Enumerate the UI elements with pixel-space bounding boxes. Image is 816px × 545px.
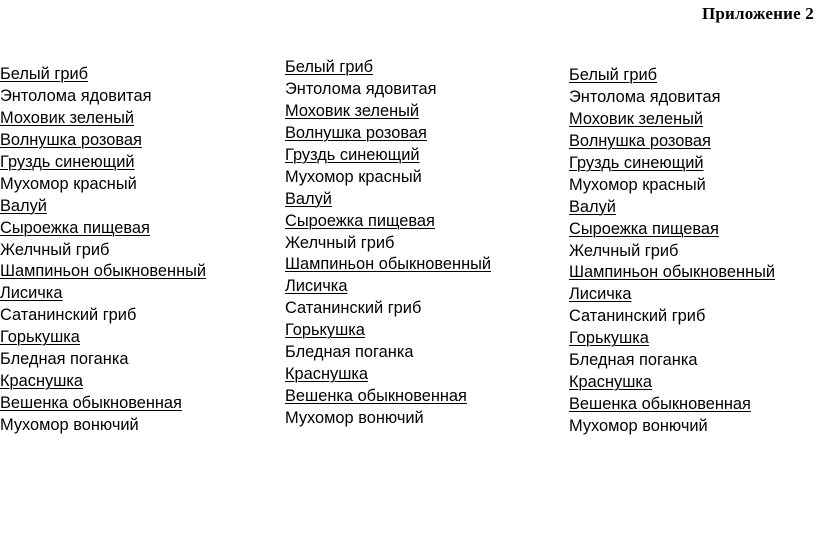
mushroom-list-column-3 [569,65,775,438]
mushroom-name: Белый гриб [285,58,374,76]
mushroom-name: Волнушка розовая [0,130,142,149]
mushroom-name: Желчный гриб [0,240,110,259]
mushroom-name: Шампиньон обыкновенный [285,255,492,274]
mushroom-name: Шампиньон обыкновенный [569,263,776,282]
mushroom-name: Сыроежка пищевая [569,219,719,238]
mushroom-list-column-1 [0,64,206,437]
mushroom-name: Волнушка розовая [569,131,711,150]
mushroom-name: Энтолома ядовитая [0,86,152,105]
mushroom-name: Желчный гриб [285,233,395,252]
mushroom-name: Энтолома ядовитая [285,79,437,98]
mushroom-name: Мухомор вонючий [0,416,139,434]
mushroom-name: Лисичка [569,285,632,304]
mushroom-name: Валуй [0,196,47,215]
mushroom-name: Шампиньон обыкновенный [0,262,207,281]
mushroom-name: Краснушка [285,365,369,384]
mushroom-name: Вешенка обыкновенная [569,395,751,414]
mushroom-name: Бледная поганка [285,343,414,362]
mushroom-name: Груздь синеющий [0,152,135,171]
mushroom-name: Сатанинский гриб [569,307,706,326]
mushroom-name: Краснушка [0,372,84,391]
mushroom-name: Белый гриб [569,66,658,84]
mushroom-name: Сатанинский гриб [285,299,422,318]
mushroom-name: Горькушка [285,321,365,340]
mushroom-name: Горькушка [569,329,649,348]
mushroom-name: Моховик зеленый [569,109,704,128]
mushroom-name: Валуй [285,189,332,208]
mushroom-name: Вешенка обыкновенная [0,394,182,413]
mushroom-name: Вешенка обыкновенная [285,387,467,406]
mushroom-name: Бледная поганка [0,350,129,369]
mushroom-name: Моховик зеленый [285,101,420,120]
mushroom-name: Желчный гриб [569,241,679,260]
mushroom-name: Белый гриб [0,65,89,83]
mushroom-list-column-2 [285,57,491,430]
mushroom-name: Груздь синеющий [285,145,420,164]
mushroom-name: Валуй [569,197,616,216]
mushroom-name: Сыроежка пищевая [285,211,435,230]
mushroom-name: Бледная поганка [569,351,698,370]
mushroom-name: Моховик зеленый [0,108,135,127]
mushroom-name: Мухомор красный [285,167,422,186]
mushroom-name: Горькушка [0,328,80,347]
mushroom-name: Груздь синеющий [569,153,704,172]
mushroom-name: Энтолома ядовитая [569,87,721,106]
appendix-title: Приложение 2 [701,4,814,23]
mushroom-name: Сыроежка пищевая [0,218,150,237]
mushroom-name: Краснушка [569,373,653,392]
mushroom-name: Лисичка [0,284,63,303]
mushroom-name: Мухомор красный [569,175,706,194]
mushroom-name: Мухомор вонючий [285,409,424,427]
mushroom-name: Мухомор вонючий [569,417,708,435]
mushroom-name: Волнушка розовая [285,123,427,142]
mushroom-name: Мухомор красный [0,174,137,193]
mushroom-name: Сатанинский гриб [0,306,137,325]
mushroom-name: Лисичка [285,277,348,296]
